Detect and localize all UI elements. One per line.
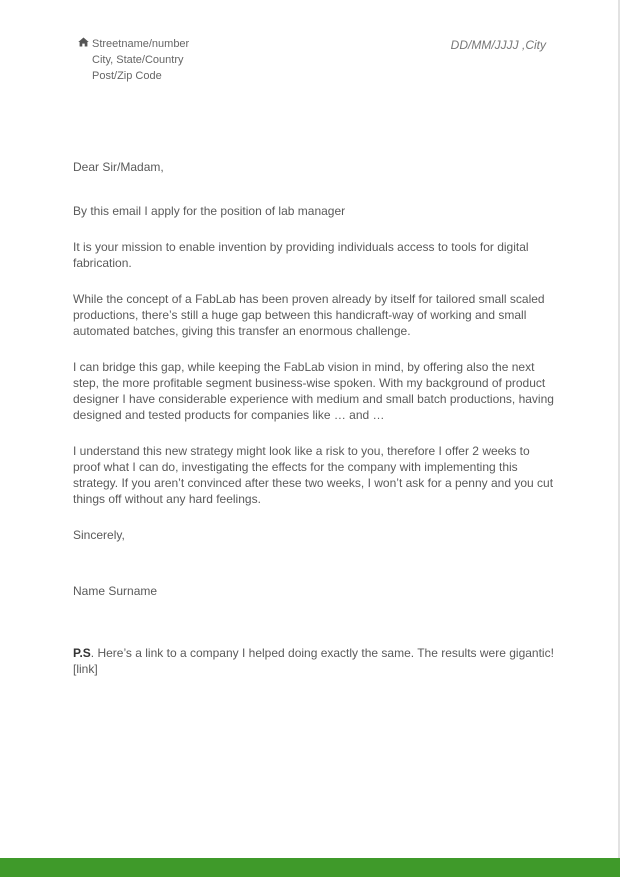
address-postcode: Post/Zip Code xyxy=(92,70,162,82)
paragraph-2: It is your mission to enable invention by providing individuals access to tools for digital fabrication. xyxy=(73,240,529,270)
ps-text: . Here’s a link to a company I helped doing exactly the same. The results were gigantic! [link] xyxy=(73,646,554,676)
home-icon xyxy=(78,36,92,52)
address-street-line xyxy=(78,36,189,52)
paragraph-5: I understand this new strategy might look like a risk to you, therefore I offer 2 weeks to proof what I can do, investigating the effects for the company with implementing this strategy. If you aren’t convinced after these two weeks, I won’t ask for a penny and you cut things off without any hard feelings. xyxy=(73,444,554,506)
date-city: DD/MM/JJJJ ,City xyxy=(450,38,546,52)
closing: Sincerely, xyxy=(73,528,125,542)
salutation: Dear Sir/Madam, xyxy=(73,160,164,174)
postscript xyxy=(73,645,558,677)
ps-label: P.S xyxy=(73,646,91,660)
signature-name: Name Surname xyxy=(73,584,158,598)
paragraph-4: I can bridge this gap, while keeping the FabLab vision in mind, by offering also the next step, the more profitable segment business-wise spoken. With my background of product designer I have considerable experience with medium and small batch productions, having designed and tested products for companies like … and … xyxy=(73,360,554,422)
paragraph-1: By this email I apply for the position of lab manager xyxy=(73,204,346,218)
footer-accent-bar xyxy=(0,858,620,877)
paragraph-3: While the concept of a FabLab has been proven already by itself for tailored small scaled productions, there’s still a huge gap between this handicraft-way of working and small automated batches, giving this transfer an enormous challenge. xyxy=(73,292,545,338)
address-street: Streetname/number xyxy=(92,38,190,50)
address-city-state: City, State/Country xyxy=(92,54,184,66)
sender-address xyxy=(78,36,189,84)
letter-body xyxy=(73,159,558,677)
